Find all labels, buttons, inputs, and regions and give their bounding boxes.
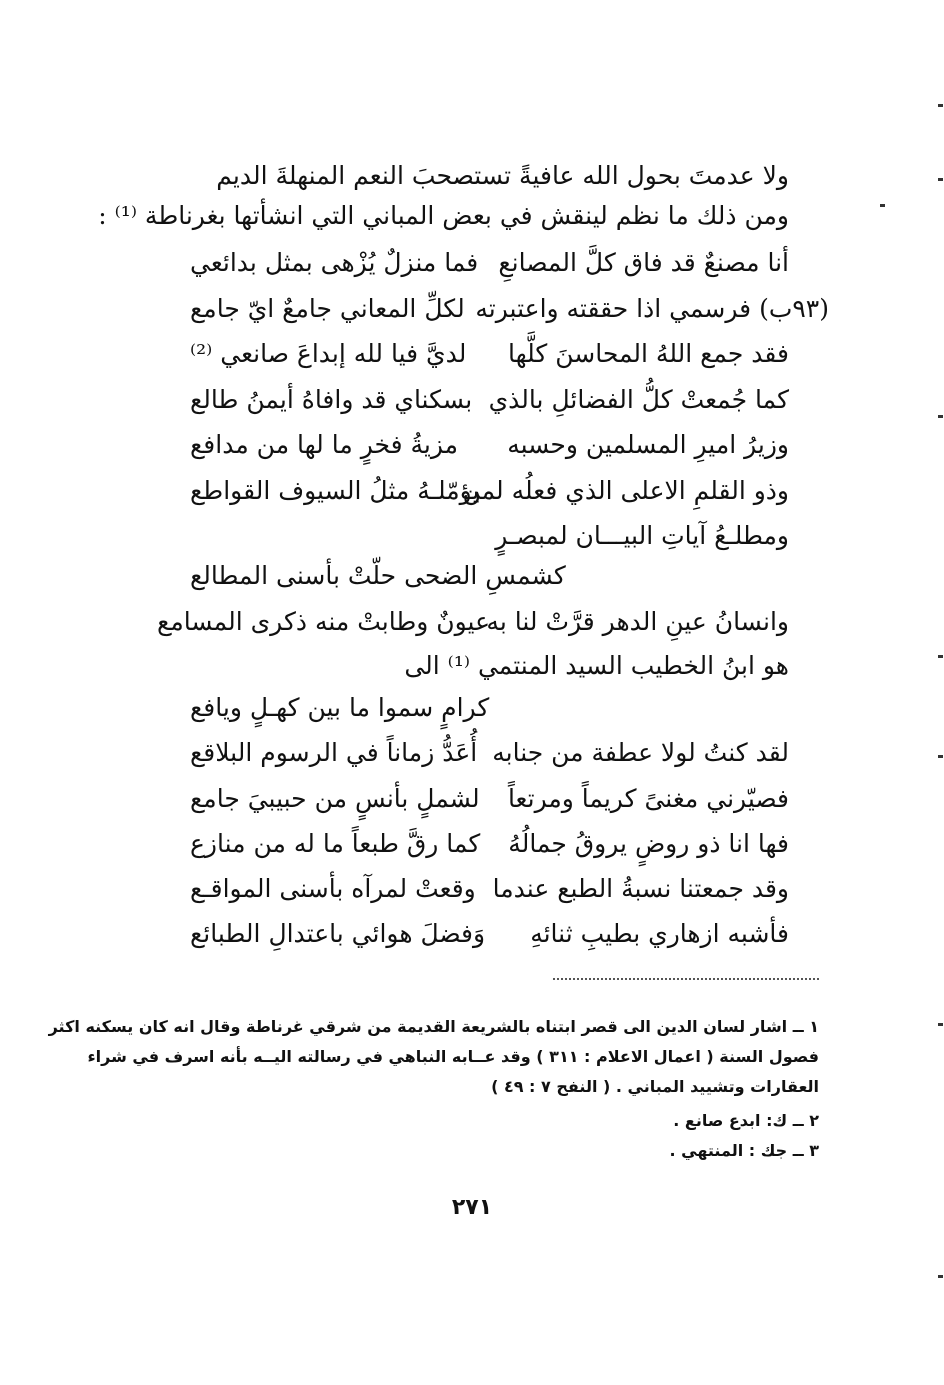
footnote-line: ٢ ــ ك: ابدع صانع .: [673, 1111, 819, 1130]
verse-first-hemistich: فأشبه ازهاري بطيبِ ثنائهِ: [530, 919, 789, 948]
verse-first-hemistich: أنا مصنعٌ قد فاق كلَّ المصانعِ: [498, 248, 789, 277]
verse-second-hemistich: بسكناي قد وافاهُ أيمنُ طالع: [190, 385, 473, 414]
page-number: ٢٧١: [451, 1195, 493, 1220]
verse-first-hemistich: (٩٣ب) فرسمي اذا حققته واعتبرته: [475, 294, 829, 323]
scan-mark: [880, 204, 885, 207]
verse-second-hemistich: لديَّ فيا لله إبداعَ صانعي ⁽²⁾: [190, 339, 467, 368]
verse-second-hemistich: يؤمّلـهُ مثلُ السيوف القواطع: [190, 476, 480, 505]
verse-first-hemistich: ومطلـعُ آياتِ البيـــان لمبصـرٍ: [495, 521, 789, 550]
verse-second-hemistich: لشملٍ بأنسٍ من حبيبيَ جامع: [190, 784, 480, 813]
verse-first-hemistich: وزيرُ اميرِ المسلمين وحسبه: [507, 430, 789, 459]
verse-first-hemistich: وقد جمعتنا نسبةُ الطبع عندما: [492, 874, 789, 903]
prose-line: ولا عدمتَ بحول الله عافيةً تستصحبَ النعم المنهلةَ الديم: [216, 161, 789, 190]
verse-second-hemistich: لكلِّ المعاني جامعٌ ايّ جامع: [190, 294, 465, 323]
footnote-line: فصول السنة ( اعمال الاعلام : ٣١١ ) وقد عــابه النباهي في رسالته اليــه بأنه اسرف في شراء: [87, 1047, 819, 1066]
verse-first-hemistich: فقد جمع اللهُ المحاسنَ كلَّها: [507, 339, 789, 368]
scan-mark: [938, 1275, 943, 1278]
verse-second-hemistich: كشمسِ الضحى حلّتْ بأسنى المطالع: [190, 561, 566, 590]
verse-second-hemistich: عيونٌ وطابتْ منه ذكرى المسامع: [157, 607, 490, 636]
verse-second-hemistich: أُعَدُّ زماناً في الرسوم البلاقع: [190, 738, 478, 767]
prose-line: ومن ذلك ما نظم لينقش في بعض المباني التي انشأتها بغرناطة ⁽¹⁾ :: [98, 201, 789, 230]
verse-first-hemistich: هو ابنُ الخطيب السيد المنتمي ⁽¹⁾ الى: [404, 651, 789, 680]
footnote-line: ١ ــ اشار لسان الدين الى قصر ابتناه بالشريعة القديمة من شرقي غرناطة وقال انه كان يسكنه اكثر: [48, 1017, 819, 1036]
footnote-line: العقارات وتشييد المباني . ( النفح ٧ : ٤٩ ): [491, 1077, 819, 1096]
verse-second-hemistich: فما منزلٌ يُزْهى بمثل بدائعي: [190, 248, 479, 277]
verse-second-hemistich: وقعتْ لمرآه بأسنى المواقـع: [190, 874, 476, 903]
verse-first-hemistich: وذو القلمِ الاعلى الذي فعلُه لمن: [462, 476, 789, 505]
verse-second-hemistich: وَفضلَ هوائي باعتدالِ الطبائع: [190, 919, 486, 948]
scan-mark: [938, 178, 943, 181]
scan-mark: [938, 1023, 943, 1026]
footnote-line: ٣ ــ جك : المنتهي .: [669, 1141, 819, 1160]
scan-mark: [938, 655, 943, 658]
verse-first-hemistich: وانسانُ عينِ الدهر قرَّتْ لنا به: [486, 607, 789, 636]
scan-mark: [938, 104, 943, 107]
verse-first-hemistich: كما جُمعتْ كلُّ الفضائلِ بالذي: [488, 385, 789, 414]
verse-second-hemistich: كما رقَّ طبعاً ما له من منازع: [190, 829, 481, 858]
footnote-divider: [553, 978, 819, 980]
verse-first-hemistich: فها انا ذو روضٍ يروقُ جمالُهُ: [508, 829, 789, 858]
scan-mark: [938, 755, 943, 758]
scan-mark: [938, 415, 943, 418]
verse-second-hemistich: مزيةُ فخرٍ ما لها من مدافع: [190, 430, 459, 459]
verse-first-hemistich: لقد كنتُ لولا عطفة من جنابه: [492, 738, 789, 767]
verse-second-hemistich: كرامٍ سموا ما بين كهـلٍ ويافع: [190, 693, 490, 722]
verse-first-hemistich: فصيّرني مغنىً كريماً ومرتعاً: [507, 784, 789, 813]
